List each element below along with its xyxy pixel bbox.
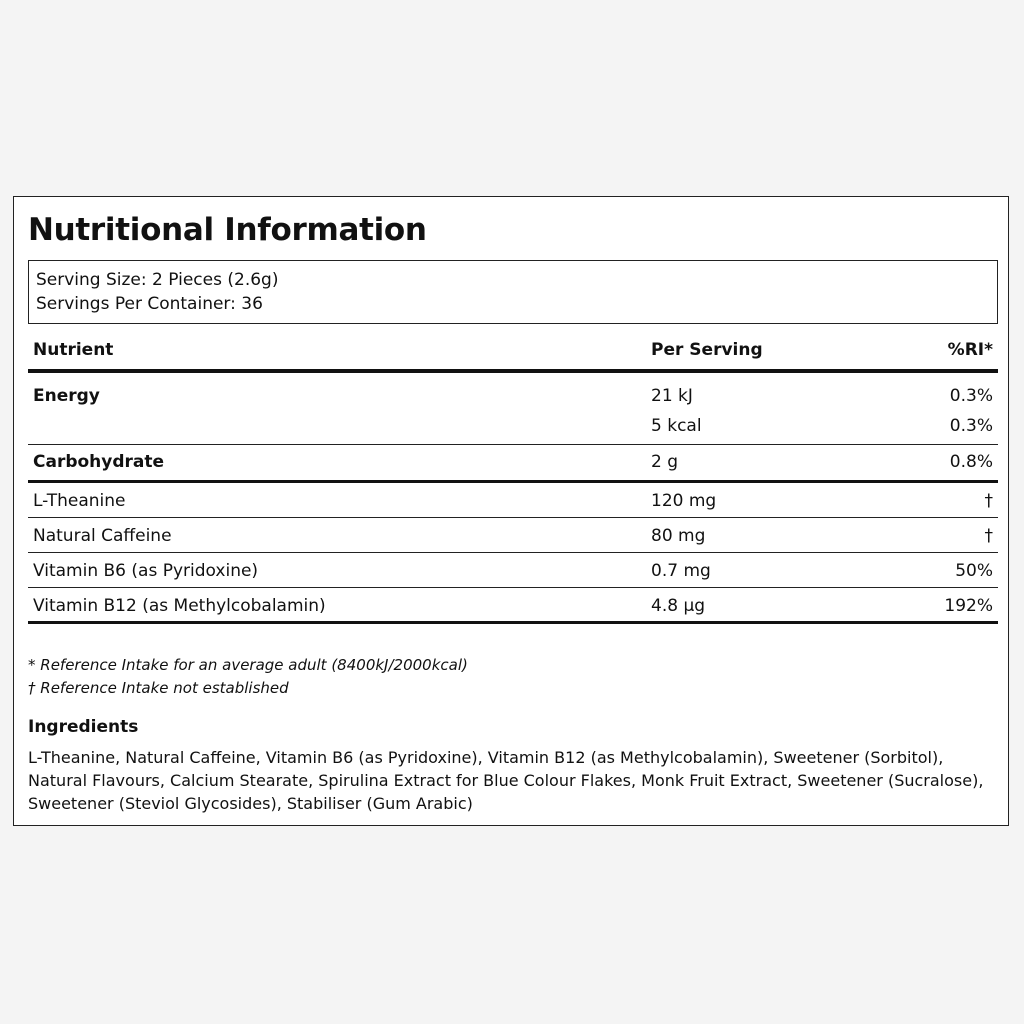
nutrient-ri: 0.8%	[949, 452, 993, 472]
ingredients-heading: Ingredients	[28, 717, 139, 737]
nutrient-name: Vitamin B12 (as Methylcobalamin)	[33, 596, 326, 616]
serving-info-box	[28, 260, 998, 324]
header-nutrient: Nutrient	[33, 340, 114, 360]
footnote-reference-intake: * Reference Intake for an average adult (8400kJ/2000kcal)	[28, 656, 468, 674]
table-row	[28, 553, 998, 588]
nutrient-name: Carbohydrate	[33, 452, 165, 472]
nutrient-amount: 120 mg	[651, 491, 717, 511]
footnote-not-established: † Reference Intake not established	[28, 679, 289, 697]
nutrient-ri: 192%	[944, 596, 993, 616]
nutrient-name: Natural Caffeine	[33, 526, 172, 546]
nutrient-ri: †	[984, 526, 993, 546]
nutrient-amount: 2 g	[651, 452, 679, 472]
ingredients-list: L-Theanine, Natural Caffeine, Vitamin B6 (as Pyridoxine), Vitamin B12 (as Methylcobalamin), Sweetener (Sorbitol), Natural Flavours, Calcium Stearate, Spirulina Extract for Blue Colour Flakes, Monk Fruit Extract, Sweetener (Sucralose), Sweetener (Steviol Glycosides), Stabiliser (Gum Arabic)	[28, 748, 984, 813]
table-row	[28, 518, 998, 553]
nutrient-ri: 0.3%	[949, 416, 993, 436]
nutrient-name: Energy	[33, 386, 100, 406]
nutrition-table	[28, 331, 998, 624]
table-row	[28, 483, 998, 518]
table-row	[28, 445, 998, 483]
nutrient-amount: 0.7 mg	[651, 561, 711, 581]
nutrient-amount: 5 kcal	[651, 416, 702, 436]
servings-per-container: Servings Per Container: 36	[36, 294, 263, 314]
nutrient-name: Vitamin B6 (as Pyridoxine)	[33, 561, 259, 581]
table-header-row	[28, 331, 998, 373]
nutrient-amount: 21 kJ	[651, 386, 693, 406]
nutrient-amount: 4.8 µg	[651, 596, 706, 616]
nutrition-panel	[13, 196, 1009, 826]
nutrient-ri: †	[984, 491, 993, 511]
table-row	[28, 409, 998, 445]
serving-size: Serving Size: 2 Pieces (2.6g)	[36, 270, 279, 290]
page-title: Nutritional Information	[28, 212, 427, 248]
nutrient-ri: 50%	[955, 561, 993, 581]
header-per-serving: Per Serving	[651, 340, 763, 360]
table-row	[28, 373, 998, 409]
nutrient-ri: 0.3%	[949, 386, 993, 406]
nutrient-amount: 80 mg	[651, 526, 706, 546]
nutrient-name: L-Theanine	[33, 491, 126, 511]
footnotes	[28, 654, 468, 700]
header-ri: %RI*	[947, 340, 993, 360]
table-row	[28, 588, 998, 624]
